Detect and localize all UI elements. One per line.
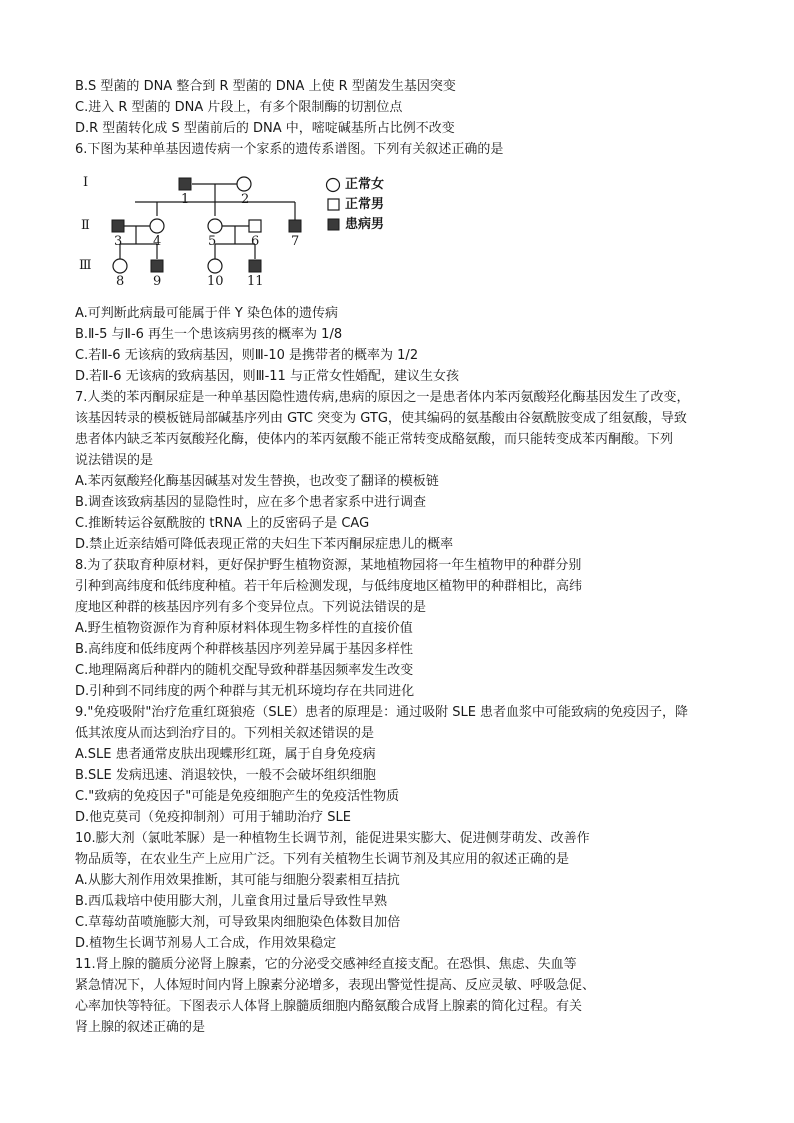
question-11-stem: 心率加快等特征。下图表示人体肾上腺髓质细胞内酪氨酸合成肾上腺素的简化过程。有关 [75, 999, 583, 1014]
individual-label-5: 5 [208, 234, 217, 249]
option-10c: C.草莓幼苗喷施膨大剂，可导致果肉细胞染色体数目加倍 [75, 915, 401, 930]
option-7a: A.苯丙氨酸羟化酶基因碱基对发生替换，也改变了翻译的模板链 [75, 474, 439, 489]
individual-label-1: 1 [181, 192, 190, 207]
individual-label-9: 9 [153, 274, 162, 289]
individual-label-6: 6 [251, 234, 260, 249]
circle-icon [325, 177, 341, 193]
pedigree-symbols [75, 168, 315, 298]
option-10a: A.从膨大剂作用效果推断，其可能与细胞分裂素相互拮抗 [75, 873, 400, 888]
option-9c: C."致病的免疫因子"可能是免疫细胞产生的免疫活性物质 [75, 789, 400, 804]
option-8a: A.野生植物资源作为育种原材料体现生物多样性的直接价值 [75, 621, 413, 636]
generation-II-label: Ⅱ [81, 218, 90, 233]
individual-label-4: 4 [153, 234, 162, 249]
individual-I-1-affected-male [179, 178, 191, 190]
individual-II-3-affected-male [112, 220, 124, 232]
individual-label-2: 2 [241, 192, 250, 207]
option-7d: D.禁止近亲结婚可降低表现正常的夫妇生下苯丙酮尿症患儿的概率 [75, 537, 454, 552]
generation-I-label: Ⅰ [83, 175, 89, 190]
individual-III-9-affected-male [151, 260, 163, 272]
option-5c: C.进入 R 型菌的 DNA 片段上，有多个限制酶的切割位点 [75, 100, 403, 115]
option-6a: A.可判断此病最可能属于伴 Y 染色体的遗传病 [75, 306, 339, 321]
legend-affected-male [325, 216, 435, 234]
question-7-stem: 说法错误的是 [75, 453, 154, 468]
question-11-stem: 紧急情况下，人体短时间内肾上腺素分泌增多，表现出警觉性提高、反应灵敏、呼吸急促、 [75, 978, 596, 993]
option-7b: B.调查该致病基因的显隐性时，应在多个患者家系中进行调查 [75, 495, 427, 510]
question-8-stem: 度地区种群的核基因序列有多个变异位点。下列说法错误的是 [75, 600, 427, 615]
individual-label-7: 7 [291, 234, 300, 249]
option-8d: D.引种到不同纬度的两个种群与其无机环境均存在共同进化 [75, 684, 415, 699]
individual-II-7-affected-male [289, 220, 301, 232]
option-8b: B.高纬度和低纬度两个种群核基因序列差异属于基因多样性 [75, 642, 414, 657]
individual-II-5-normal-female [208, 219, 222, 233]
question-11-stem: 肾上腺的叙述正确的是 [75, 1020, 206, 1035]
question-9-stem: 9."免疫吸附"治疗危重红斑狼疮（SLE）患者的原理是：通过吸附 SLE 患者血浆中可能致病的免疫因子，降 [75, 705, 689, 720]
individual-label-11: 11 [247, 274, 264, 289]
question-8-stem: 引种到高纬度和低纬度种植。若干年后检测发现，与低纬度地区植物甲的种群相比，高纬 [75, 579, 583, 594]
legend-normal-female [325, 176, 435, 194]
option-9b: B.SLE 发病迅速、消退较快，一般不会破坏组织细胞 [75, 768, 376, 783]
option-6d: D.若Ⅱ-6 无该病的致病基因，则Ⅲ-11 与正常女性婚配，建议生女孩 [75, 369, 459, 384]
option-9a: A.SLE 患者通常皮肤出现蝶形红斑，属于自身免疫病 [75, 747, 376, 762]
option-9d: D.他克莫司（免疫抑制剂）可用于辅助治疗 SLE [75, 810, 351, 825]
individual-II-4-normal-female [150, 219, 164, 233]
legend-label: 正常男 [345, 197, 385, 212]
option-6b: B.Ⅱ-5 与Ⅱ-6 再生一个患该病男孩的概率为 1/8 [75, 327, 343, 342]
square-icon [325, 197, 341, 213]
individual-label-10: 10 [207, 274, 224, 289]
option-5b: B.S 型菌的 DNA 整合到 R 型菌的 DNA 上使 R 型菌发生基因突变 [75, 79, 456, 94]
individual-III-8-normal-female [113, 259, 127, 273]
option-8c: C.地理隔离后种群内的随机交配导致种群基因频率发生改变 [75, 663, 414, 678]
individual-III-10-normal-female [208, 259, 222, 273]
generation-III-label: Ⅲ [79, 258, 92, 273]
question-7-stem: 7.人类的苯丙酮尿症是一种单基因隐性遗传病,患病的原因之一是患者体内苯丙氨酸羟化酶基因发生了改变， [75, 390, 690, 405]
legend-label: 患病男 [345, 217, 385, 232]
option-10b: B.西瓜栽培中使用膨大剂，儿童食用过量后导致性早熟 [75, 894, 388, 909]
option-10d: D.植物生长调节剂易人工合成，作用效果稳定 [75, 936, 337, 951]
question-7-stem: 患者体内缺乏苯丙氨酸羟化酶，使体内的苯丙氨酸不能正常转变成酪氨酸，而只能转变成苯丙酮酸。下列 [75, 432, 674, 447]
question-10-stem: 10.膨大剂（氯吡苯脲）是一种植物生长调节剂，能促进果实膨大、促进侧芽萌发、改善作 [75, 831, 590, 846]
individual-label-8: 8 [116, 274, 125, 289]
question-9-stem: 低其浓度从而达到治疗目的。下列相关叙述错误的是 [75, 726, 375, 741]
individual-I-2-normal-female [237, 177, 251, 191]
individual-II-6-normal-male [249, 220, 261, 232]
pedigree-chart [75, 168, 405, 298]
question-6-stem: 6.下图为某种单基因遗传病一个家系的遗传系谱图。下列有关叙述正确的是 [75, 142, 504, 157]
option-5d: D.R 型菌转化成 S 型菌前后的 DNA 中，嘧啶碱基所占比例不改变 [75, 121, 455, 136]
option-7c: C.推断转运谷氨酰胺的 tRNA 上的反密码子是 CAG [75, 516, 370, 531]
question-8-stem: 8.为了获取育种原材料，更好保护野生植物资源，某地植物园将一年生植物甲的种群分别 [75, 558, 582, 573]
legend-normal-male [325, 196, 435, 214]
option-6c: C.若Ⅱ-6 无该病的致病基因，则Ⅲ-10 是携带者的概率为 1/2 [75, 348, 419, 363]
filled-square-icon [325, 217, 341, 233]
question-11-stem: 11.肾上腺的髓质分泌肾上腺素，它的分泌受交感神经直接支配。在恐惧、焦虑、失血等 [75, 957, 577, 972]
legend-label: 正常女 [345, 177, 385, 192]
question-7-stem: 该基因转录的模板链局部碱基序列由 GTC 突变为 GTG，使其编码的氨基酸由谷氨酰胺变成了组氨酸，导致 [75, 411, 687, 426]
individual-III-11-affected-male [249, 260, 261, 272]
question-10-stem: 物品质等，在农业生产上应用广泛。下列有关植物生长调节剂及其应用的叙述正确的是 [75, 852, 570, 867]
individual-label-3: 3 [114, 234, 123, 249]
